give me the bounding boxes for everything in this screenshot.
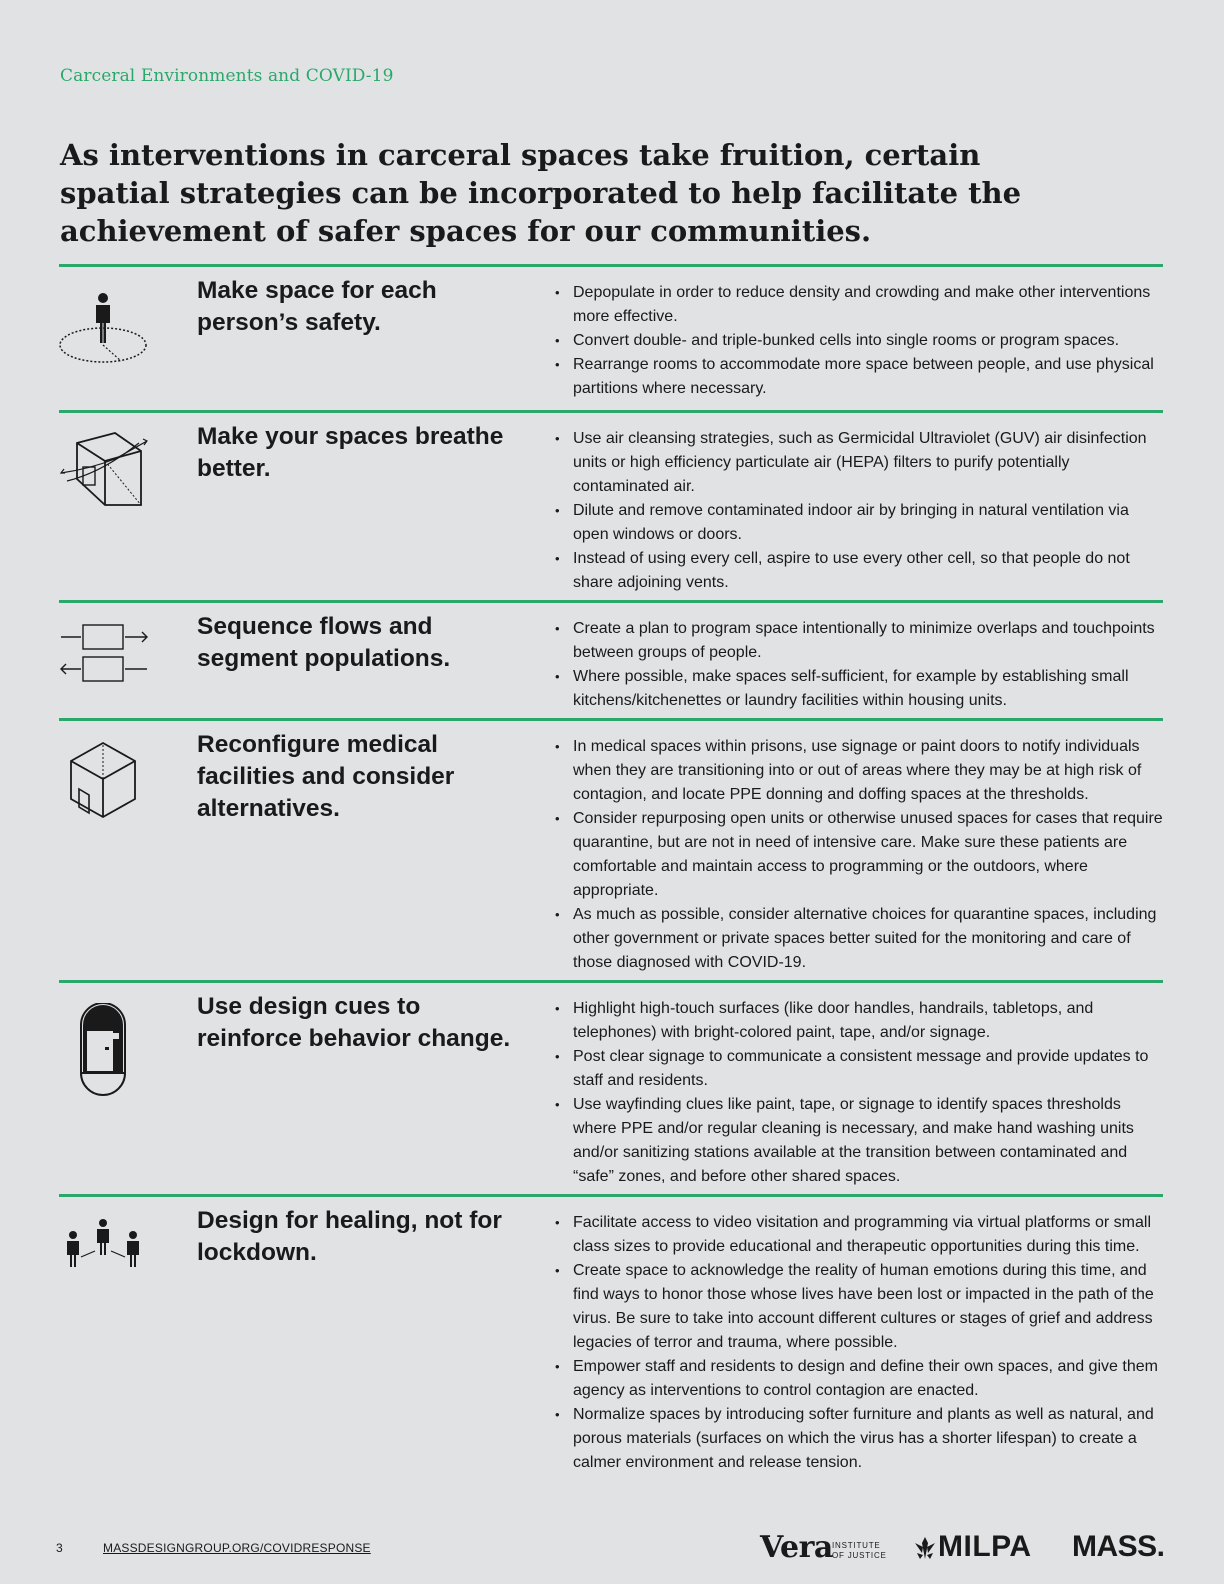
intro-statement: As interventions in carceral spaces take fruition, certain spatial strategies can be incorporated to help facilitate the achievement of safer spaces for our communities. [60, 138, 1022, 248]
bullet-item: • Post clear signage to communicate a consistent message and provide updates to staff and residents. [553, 1045, 1163, 1093]
bullet-item: • In medical spaces within prisons, use signage or paint doors to notify individuals when they are transitioning into or out of areas where they may be at high risk of contagion, and locate PPE donning and doffing spaces at the thresholds. [553, 735, 1163, 807]
running-header: Carceral Environments and COVID-19 [60, 66, 394, 86]
ventilation-room-icon [59, 429, 151, 525]
bullet-item: • Highlight high-touch surfaces (like door handles, handrails, tabletops, and telephones) with bright-colored paint, tape, and/or signage. [553, 997, 1163, 1045]
three-people-icon [59, 1219, 151, 1315]
corn-icon [912, 1535, 938, 1566]
strategy-heading: Make space for each person’s safety. [197, 277, 437, 336]
bullet-item: • Instead of using every cell, aspire to use every other cell, so that people do not share adjoining vents. [553, 547, 1163, 595]
strategy-list [59, 264, 1163, 1504]
strategy-heading: Reconfigure medical facilities and consider alternatives. [197, 731, 455, 822]
bullet-item: • Use wayfinding clues like paint, tape, or signage to identify spaces thresholds where PPE and/or regular cleaning is necessary, and make hand washing units and/or sanitizing stations available at the transition between contaminated and “safe” zones, and before other shared spaces. [553, 1093, 1163, 1189]
strategy-row [59, 718, 1163, 980]
bullet-item: • Depopulate in order to reduce density and crowding and make other interventions more effective. [553, 281, 1163, 329]
bullet-item: • Use air cleansing strategies, such as Germicidal Ultraviolet (GUV) air disinfection units or high efficiency particulate air (HEPA) filters to purify potentially contaminated air. [553, 427, 1163, 499]
bullet-item: • Convert double- and triple-bunked cells into single rooms or program spaces. [553, 329, 1163, 353]
bullet-item: • Where possible, make spaces self-sufficient, for example by establishing small kitchens/kitchenettes or laundry facilities within housing units. [553, 665, 1163, 713]
bullet-item: • Dilute and remove contaminated indoor air by bringing in natural ventilation via open windows or doors. [553, 499, 1163, 547]
cube-room-icon [59, 737, 151, 833]
strategy-row [59, 1194, 1163, 1504]
bullet-item: • Create a plan to program space intentionally to minimize overlaps and touchpoints between groups of people. [553, 617, 1163, 665]
footer-link[interactable]: MASSDESIGNGROUP.ORG/COVIDRESPONSE [103, 1541, 371, 1555]
milpa-logo: MILPA [938, 1530, 1032, 1563]
strategy-bullets [553, 983, 1163, 1189]
bullet-item: • As much as possible, consider alternative choices for quarantine spaces, including other government or private spaces better suited for the monitoring and care of those diagnosed with COVID-19. [553, 903, 1163, 975]
flow-arrows-icon [59, 619, 151, 715]
door-capsule-icon [59, 1003, 151, 1099]
page-footer [56, 1532, 1166, 1572]
bullet-item: • Empower staff and residents to design and define their own spaces, and give them agency as interventions to control contagion are enacted. [553, 1355, 1163, 1403]
strategy-bullets [553, 1197, 1163, 1475]
strategy-heading: Sequence flows and segment populations. [197, 613, 451, 672]
strategy-row [59, 410, 1163, 600]
page-number: 3 [56, 1541, 63, 1555]
strategy-heading: Make your spaces breathe better. [197, 423, 504, 482]
vera-logo-subtitle-line: INSTITUTE [832, 1541, 881, 1550]
bullet-item: • Create space to acknowledge the reality of human emotions during this time, and find ways to honor those whose lives have been lost or impacted in the path of the virus. Be sure to take into account different cultures or stages of grief and address legacies of terror and trauma, where possible. [553, 1259, 1163, 1355]
strategy-heading: Use design cues to reinforce behavior change. [197, 993, 511, 1052]
strategy-row [59, 600, 1163, 718]
strategy-bullets [553, 721, 1163, 975]
bullet-item: • Consider repurposing open units or otherwise unused spaces for cases that require quarantine, but are not in need of intensive care. Make sure these patients are comfortable and maintain access to programming or the outdoors, where appropriate. [553, 807, 1163, 903]
mass-logo: MASS. [1072, 1530, 1165, 1563]
strategy-row [59, 264, 1163, 410]
person-in-circle-icon [59, 283, 151, 379]
bullet-item: • Rearrange rooms to accommodate more space between people, and use physical partitions where necessary. [553, 353, 1163, 401]
vera-logo-subtitle-line: OF JUSTICE [832, 1551, 887, 1560]
strategy-bullets [553, 267, 1163, 401]
strategy-row [59, 980, 1163, 1194]
strategy-heading: Design for healing, not for lockdown. [197, 1207, 502, 1266]
bullet-item: • Facilitate access to video visitation and programming via virtual platforms or small class sizes to provide educational and therapeutic opportunities during this time. [553, 1211, 1163, 1259]
vera-logo: Vera [760, 1530, 833, 1565]
strategy-bullets [553, 603, 1163, 713]
vera-logo-subtitle [832, 1541, 887, 1561]
bullet-item: • Normalize spaces by introducing softer furniture and plants as well as natural, and porous materials (surfaces on which the virus has a shorter lifespan) to create a calmer environment and release tension. [553, 1403, 1163, 1475]
strategy-bullets [553, 413, 1163, 595]
